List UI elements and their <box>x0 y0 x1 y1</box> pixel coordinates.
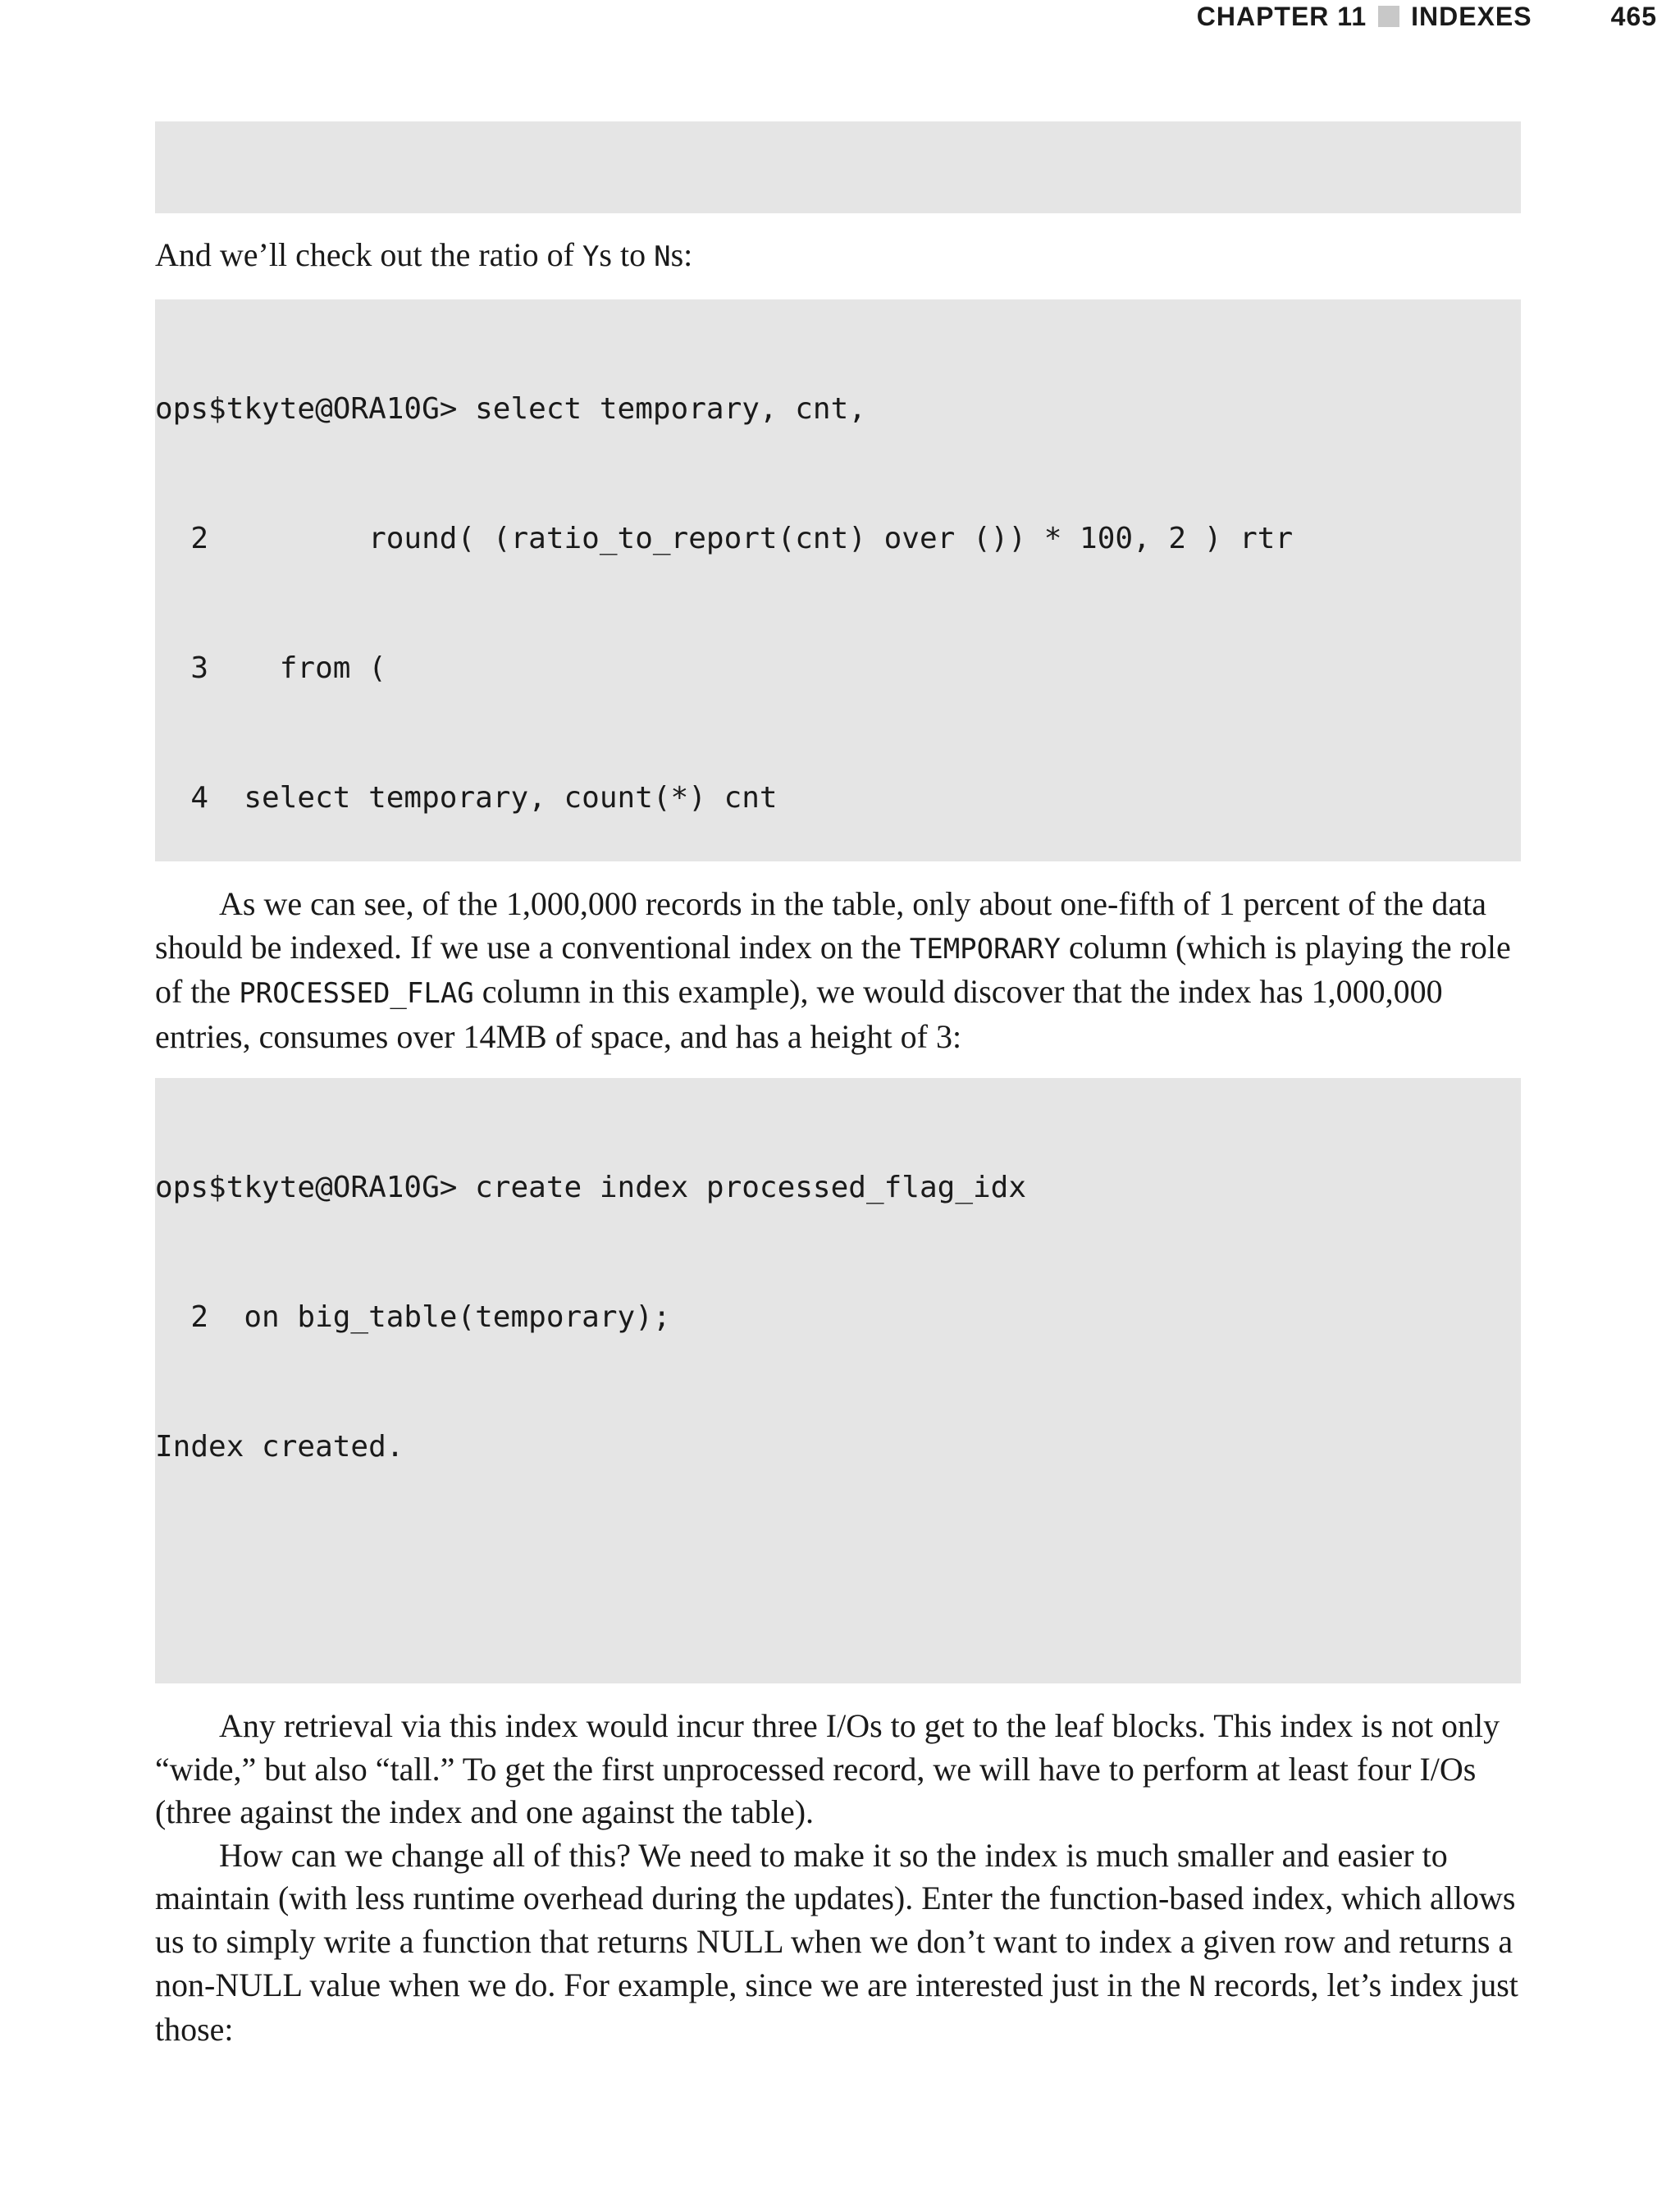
code-line: ops$tkyte@ORA10G> select temporary, cnt, <box>155 392 866 427</box>
paragraph-text <box>155 234 1525 279</box>
code-line <box>155 1555 1521 1599</box>
paragraph-block-function-based <box>155 1705 1525 2052</box>
code-line: ops$tkyte@ORA10G> create index processed_flag_idx <box>155 1171 1027 1205</box>
inline-code: Y <box>582 240 600 273</box>
code-line: 4 select temporary, count(*) cnt <box>155 780 778 815</box>
text-run: column (which is playing the role of the <box>155 928 1511 1011</box>
inline-code: N <box>654 240 671 273</box>
text-run: As we can see, of the 1,000,000 records in the table, only about one-fifth of 1 percent of the data should be indexed. If we use a conventional index on the <box>155 885 1487 966</box>
text-run: How can we change all of this? We need to make it so the index is much smaller and easier to maintain (with less runtime overhead during the updates). Enter the function-based index, which allows us to simply write a function that returns NULL when we don’t want to index a given row and returns a non-NULL value when we do. For example, since we are interested just in the <box>155 1836 1516 2003</box>
paragraph-ratio-intro <box>155 234 1525 279</box>
code-line: 2 round( (ratio_to_report(cnt) over ()) * 100, 2 ) rtr <box>155 521 1294 555</box>
paragraph-function-based-index <box>155 1834 1525 2052</box>
paragraph-text <box>155 883 1525 1058</box>
text-run: s to <box>599 236 655 273</box>
inline-code: TEMPORARY <box>909 932 1061 966</box>
code-block-ratio-query <box>155 299 1521 861</box>
section-label: INDEXES <box>1411 1 1532 31</box>
code-line: 2 on big_table(temporary); <box>155 1299 671 1334</box>
code-line: 3 from ( <box>155 651 386 685</box>
chapter-label: CHAPTER 11 <box>1196 1 1367 31</box>
inline-code: N <box>1189 1970 1206 2003</box>
inline-code: PROCESSED_FLAG <box>239 977 474 1011</box>
running-head <box>1148 0 1657 33</box>
separator-square-icon <box>1378 6 1399 27</box>
code-line <box>155 210 1521 213</box>
text-run: records, let’s index just those: <box>155 1966 1518 2049</box>
paragraph-conventional-index <box>155 883 1525 1058</box>
paragraph-io-cost: Any retrieval via this index would incur three I/Os to get to the leaf blocks. This index is not only “wide,” but also “tall.” To get the first unprocessed record, we will have to perform at least four I/Os (three against the index and one against the table). <box>155 1707 1500 1831</box>
text-run: s: <box>670 236 693 273</box>
code-block-index-stats <box>155 1078 1521 1683</box>
code-line: Index created. <box>155 1429 404 1464</box>
text-run: And we’ll check out the ratio of <box>155 236 582 273</box>
code-block-update <box>155 121 1521 213</box>
page-number: 465 <box>1610 1 1657 31</box>
text-run: column in this example), we would discover that the index has 1,000,000 entries, consumes over 14MB of space, and has a height of 3: <box>155 973 1443 1055</box>
